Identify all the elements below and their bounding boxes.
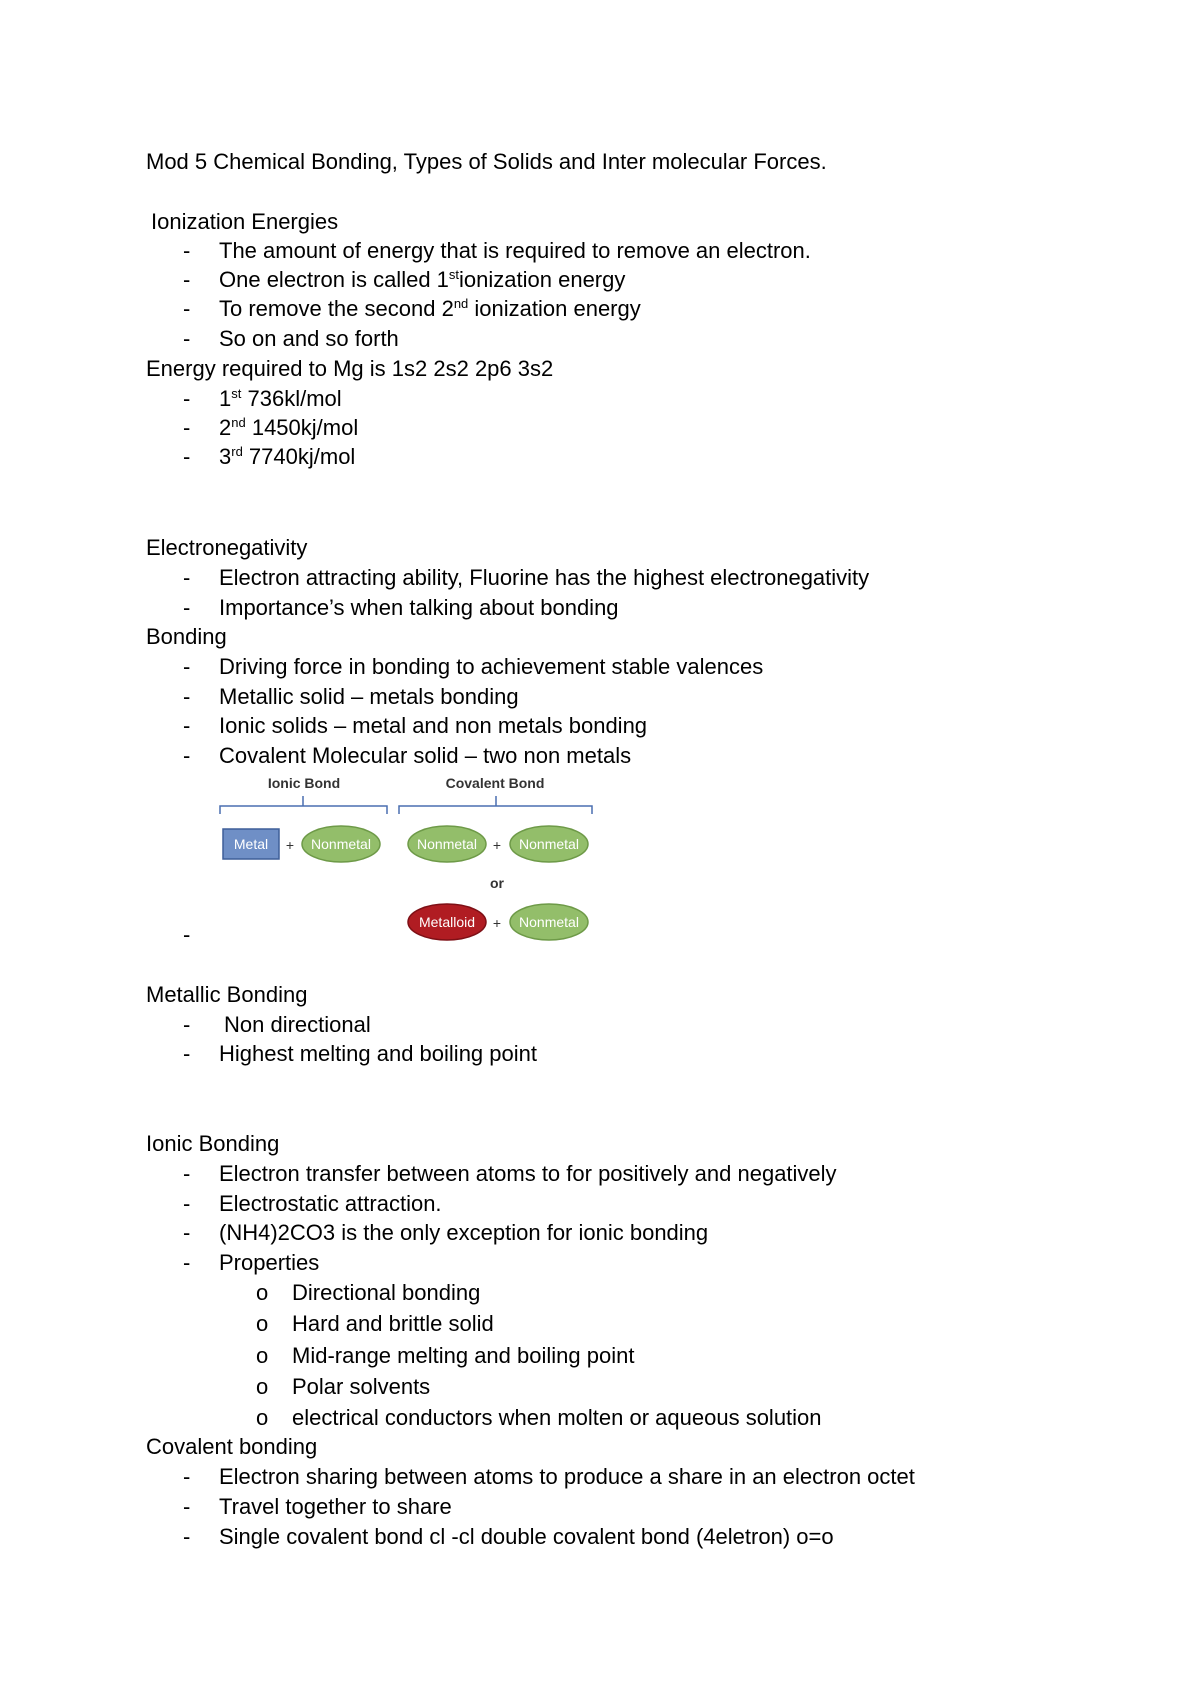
sub-bullet-item: o Directional bonding <box>256 1280 481 1305</box>
bullet-item: - Ionic solids – metal and non metals bonding <box>183 713 648 738</box>
sub-bullet-item: o electrical conductors when molten or aqueous solution <box>256 1405 822 1430</box>
nonmetal-label: Nonmetal <box>311 836 371 852</box>
bullet-item: - The amount of energy that is required to remove an electron. <box>183 238 811 263</box>
covalent-bond-label: Covalent Bond <box>445 775 545 791</box>
bullet-item: - Travel together to share <box>183 1494 452 1519</box>
bullet-item: - Electron transfer between atoms to for positively and negatively <box>183 1161 837 1186</box>
mg-configuration-line: Energy required to Mg is 1s2 2s2 2p6 3s2 <box>146 356 554 381</box>
bullet-item: - Electrostatic attraction. <box>183 1191 442 1216</box>
ionic-bond-label: Ionic Bond <box>267 775 341 791</box>
heading-electronegativity: Electronegativity <box>146 535 308 560</box>
bullet-item: - One electron is called 1stionization energy <box>183 267 626 292</box>
heading-bonding: Bonding <box>146 624 227 649</box>
plus-sign: + <box>285 837 295 853</box>
bullet-item: - Single covalent bond cl -cl double covalent bond (4eletron) o=o <box>183 1524 834 1549</box>
sub-bullet-item: o Hard and brittle solid <box>256 1311 494 1336</box>
document-title: Mod 5 Chemical Bonding, Types of Solids and Inter molecular Forces. <box>146 149 827 174</box>
bullet-item: - Electron attracting ability, Fluorine has the highest electronegativity <box>183 565 870 590</box>
bullet-item: - 2nd 1450kj/mol <box>183 415 359 440</box>
bullet-item: - To remove the second 2nd ionization energy <box>183 296 641 321</box>
bullet-item: - (NH4)2CO3 is the only exception for ionic bonding <box>183 1220 709 1245</box>
nonmetal-label: Nonmetal <box>519 836 579 852</box>
sub-bullet-item: o Polar solvents <box>256 1374 431 1399</box>
bullet-item: - Electron sharing between atoms to produce a share in an electron octet <box>183 1464 915 1489</box>
metal-label: Metal <box>233 836 269 852</box>
or-label: or <box>490 875 504 891</box>
nonmetal-label: Nonmetal <box>417 836 477 852</box>
bullet-item: - Covalent Molecular solid – two non metals <box>183 743 632 768</box>
plus-sign: + <box>492 837 502 853</box>
heading-covalent-bonding: Covalent bonding <box>146 1434 318 1459</box>
bullet-item: - Driving force in bonding to achievement stable valences <box>183 654 764 679</box>
bullet-item: - Highest melting and boiling point <box>183 1041 537 1066</box>
plus-sign: + <box>492 915 502 931</box>
bullet-dash: - <box>183 922 191 947</box>
ionic-bracket <box>220 796 387 814</box>
bullet-item: - Properties <box>183 1250 320 1275</box>
bullet-item: - 1st 736kl/mol <box>183 386 342 411</box>
nonmetal-label: Nonmetal <box>519 914 579 930</box>
bullet-item: - 3rd 7740kj/mol <box>183 444 356 469</box>
bullet-item: - Non directional <box>183 1012 371 1037</box>
metalloid-label: Metalloid <box>418 914 476 930</box>
heading-metallic-bonding: Metallic Bonding <box>146 982 308 1007</box>
covalent-bracket <box>399 796 592 814</box>
bullet-item: - Importance’s when talking about bonding <box>183 595 619 620</box>
bond-type-diagram <box>215 772 605 947</box>
heading-ionic-bonding: Ionic Bonding <box>146 1131 280 1156</box>
sub-bullet-item: o Mid-range melting and boiling point <box>256 1343 635 1368</box>
bullet-item: - So on and so forth <box>183 326 399 351</box>
heading-ionization: Ionization Energies <box>151 209 339 234</box>
bullet-item: - Metallic solid – metals bonding <box>183 684 519 709</box>
